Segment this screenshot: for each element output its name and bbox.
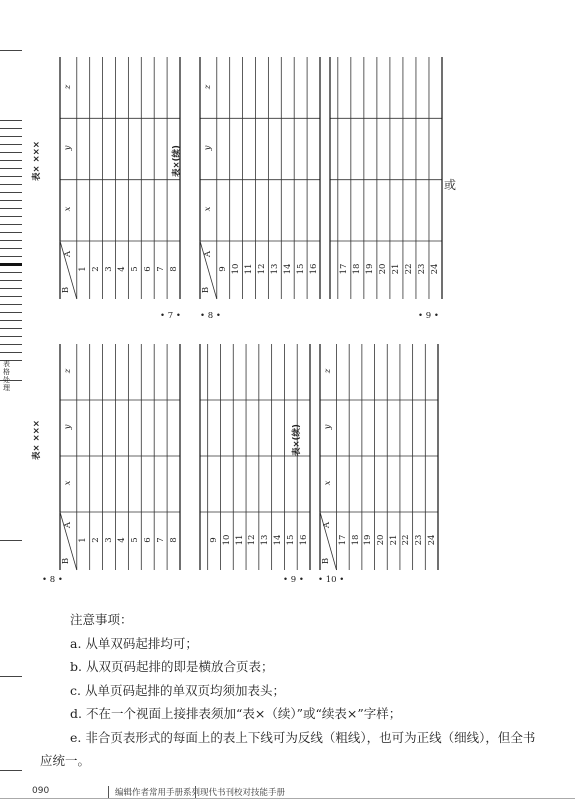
- row-number: 16: [308, 263, 319, 275]
- col-head-b: B: [61, 286, 71, 294]
- row-number: 6: [142, 266, 153, 272]
- margin-tick: [0, 168, 22, 169]
- row-number: 19: [363, 534, 374, 546]
- footer-rule: [0, 798, 575, 799]
- margin-tick: [0, 128, 22, 129]
- row-number: 3: [104, 537, 115, 543]
- row-number: 13: [260, 534, 271, 546]
- margin-tick: [0, 200, 22, 201]
- row-number: 22: [401, 534, 412, 546]
- margin-tick: [0, 176, 22, 177]
- col-head-a: A: [62, 250, 73, 258]
- margin-tick: [0, 312, 22, 313]
- row-number: 10: [221, 534, 232, 546]
- row-number: 3: [104, 266, 115, 272]
- margin-tick: [0, 676, 22, 677]
- row-number: 11: [234, 534, 245, 546]
- row-number: 2: [91, 266, 102, 272]
- margin-tick: [0, 184, 22, 185]
- row-number: 14: [282, 263, 293, 275]
- col-head-b: B: [201, 286, 211, 294]
- margin-tick: [0, 256, 22, 257]
- row-number: 18: [350, 534, 361, 546]
- page-number-7: • 7 •: [160, 311, 181, 321]
- margin-tick: [0, 240, 22, 241]
- notes-section: [40, 608, 545, 773]
- notes-heading: 注意事项：: [70, 612, 133, 627]
- margin-tick: [0, 320, 22, 321]
- row-number: 12: [256, 263, 267, 275]
- col-head-b: B: [321, 557, 331, 565]
- col-head-y: y: [323, 424, 334, 430]
- margin-tick: [0, 160, 22, 161]
- row-number: 22: [404, 263, 415, 275]
- row-number: 17: [339, 263, 350, 275]
- row-number: 21: [391, 263, 402, 275]
- row-number: 23: [413, 534, 424, 546]
- row-number: 14: [273, 534, 284, 546]
- row-number: 4: [116, 537, 127, 543]
- margin-tick: [0, 263, 22, 266]
- side-label: 表格处理: [3, 360, 10, 392]
- table-2: [172, 57, 320, 299]
- col-head-x: x: [323, 480, 334, 486]
- margin-tick: [0, 336, 22, 337]
- note-c: c. 从单页码起排的单双页均须加表头；: [70, 682, 285, 698]
- page-number-8-bottom: • 8 •: [42, 575, 63, 585]
- col-head-a: A: [62, 521, 73, 529]
- table-title: 表×(续): [172, 145, 182, 178]
- margin-tick: [0, 280, 22, 281]
- col-head-x: x: [63, 480, 74, 486]
- margin-tick: [0, 344, 22, 345]
- margin-tick: [0, 136, 22, 137]
- footer-page-number: 090: [32, 786, 50, 796]
- margin-tick: [0, 224, 22, 225]
- col-head-z: z: [323, 368, 334, 374]
- row-number: 5: [129, 266, 140, 272]
- note-b: b. 从双页码起排的即是横放合页表；: [70, 659, 274, 674]
- row-number: 9: [209, 537, 220, 543]
- row-number: 10: [231, 263, 242, 275]
- row-number: 16: [298, 534, 309, 546]
- margin-tick: [0, 216, 22, 217]
- table-1: [32, 57, 180, 299]
- row-number: 1: [78, 537, 89, 543]
- row-number: 4: [116, 266, 127, 272]
- table-3: [330, 57, 442, 299]
- margin-tick: [0, 328, 22, 329]
- margin-tick: [0, 192, 22, 193]
- margin-tick: [0, 50, 22, 51]
- row-number: 20: [378, 263, 389, 275]
- row-number: 15: [295, 263, 306, 275]
- margin-tick: [0, 352, 22, 353]
- col-head-a: A: [322, 521, 333, 529]
- margin-tick: [0, 144, 22, 145]
- margin-tick: [0, 248, 22, 249]
- row-number: 7: [155, 266, 166, 272]
- margin-tick: [0, 304, 22, 305]
- col-head-y: y: [203, 145, 214, 151]
- or-label: 或: [444, 178, 457, 192]
- row-number: 8: [168, 537, 179, 543]
- col-head-z: z: [63, 368, 74, 374]
- row-number: 11: [244, 263, 255, 275]
- margin-tick: [0, 208, 22, 209]
- col-head-b: B: [61, 557, 71, 565]
- row-number: 2: [91, 537, 102, 543]
- page-number-10: • 10 •: [318, 575, 345, 585]
- margin-tick: [0, 288, 22, 289]
- row-number: 18: [352, 263, 363, 275]
- col-head-y: y: [63, 424, 74, 430]
- margin-tick: [0, 232, 22, 233]
- col-head-z: z: [203, 84, 214, 89]
- table-4: [32, 344, 180, 570]
- margin-tick: [0, 770, 22, 771]
- row-number: 19: [365, 263, 376, 275]
- row-number: 21: [388, 534, 399, 546]
- row-number: 17: [337, 534, 348, 546]
- row-number: 24: [426, 534, 437, 546]
- col-head-a: A: [202, 250, 213, 258]
- row-number: 20: [375, 534, 386, 546]
- table-title: 表× ×××: [32, 419, 42, 460]
- note-a: a. 从单双码起排均可；: [70, 635, 198, 651]
- row-number: 24: [430, 263, 441, 275]
- row-number: 1: [78, 266, 89, 272]
- footer-book-title: 现代书刊校对技能手册: [195, 786, 285, 798]
- col-head-x: x: [63, 206, 74, 212]
- page-number-9-bottom: • 9 •: [283, 575, 304, 585]
- row-number: 5: [129, 537, 140, 543]
- row-number: 6: [142, 537, 153, 543]
- note-d: d. 不在一个视面上接排表须加“表×（续）”或“续表×”字样；: [70, 706, 402, 721]
- row-number: 15: [285, 534, 296, 546]
- footer-series: 编辑作者常用手册系列: [108, 786, 200, 798]
- col-head-z: z: [63, 84, 74, 89]
- row-number: 8: [168, 266, 179, 272]
- table-title: 表×(续): [292, 423, 302, 456]
- margin-tick: [0, 272, 22, 273]
- row-number: 9: [218, 266, 229, 272]
- page-number-9-top: • 9 •: [418, 311, 439, 321]
- margin-tick: [0, 540, 22, 541]
- margin-tick: [0, 152, 22, 153]
- row-number: 23: [417, 263, 428, 275]
- margin-tick: [0, 296, 22, 297]
- note-e: e. 非合页表形式的每面上的表上下线可为反线（粗线），也可为正线（细线），但全书应统一。: [40, 729, 536, 768]
- table-title: 表× ×××: [32, 141, 42, 182]
- row-number: 13: [269, 263, 280, 275]
- col-head-y: y: [63, 145, 74, 151]
- margin-tick: [0, 120, 22, 121]
- col-head-x: x: [203, 206, 214, 212]
- row-number: 12: [247, 534, 258, 546]
- row-number: 7: [155, 537, 166, 543]
- page-number-8-top: • 8 •: [200, 311, 221, 321]
